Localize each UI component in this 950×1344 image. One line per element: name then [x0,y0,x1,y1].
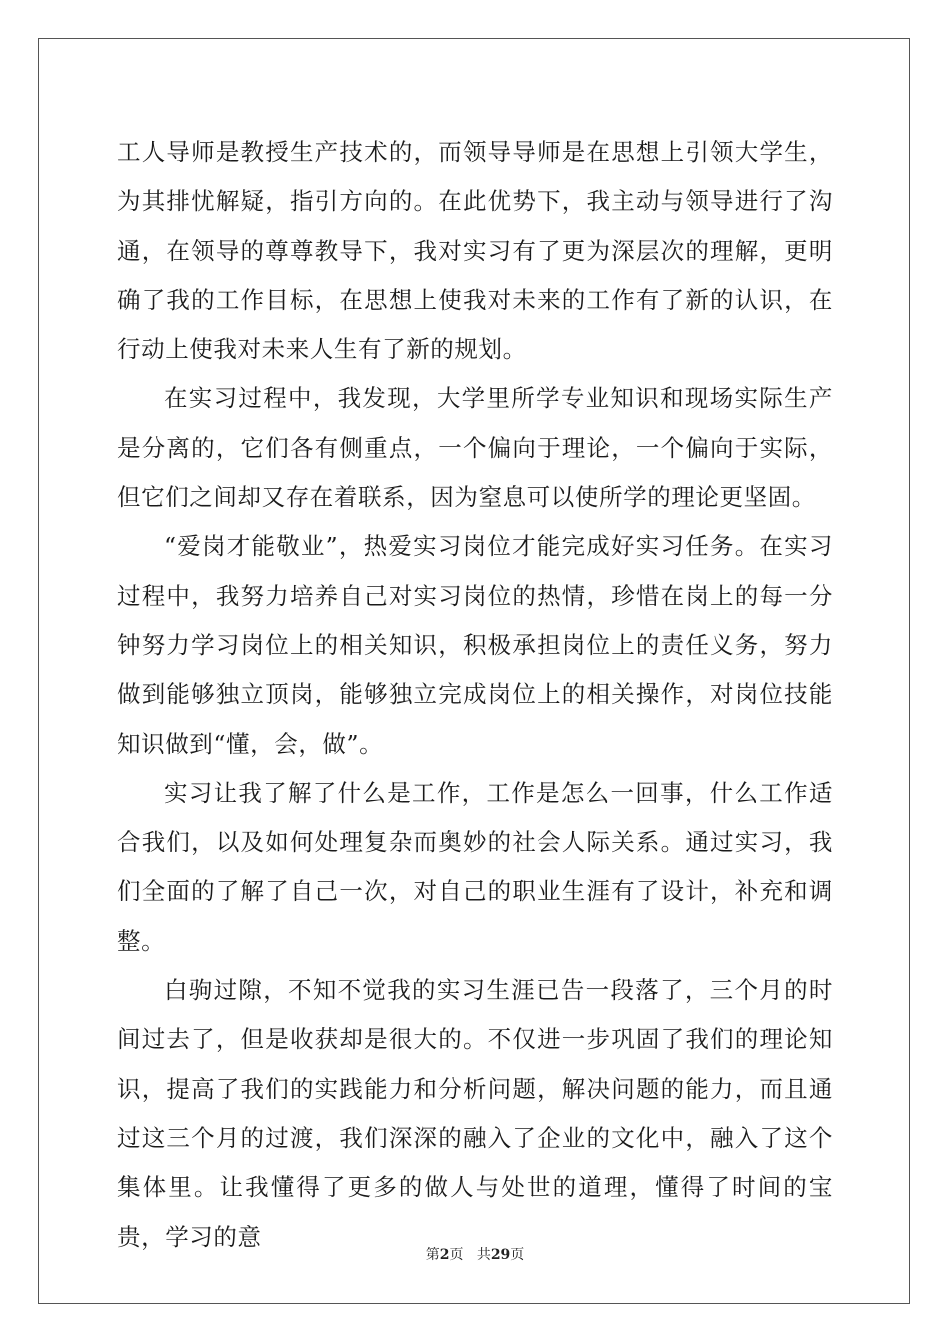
paragraph-5: 白驹过隙，不知不觉我的实习生涯已告一段落了，三个月的时间过去了，但是收获却是很大的。不仅进一步巩固了我们的理论知识，提高了我们的实践能力和分析问题，解决问题的能力，而且通过这三个月的过渡，我们深深的融入了企业的文化中，融入了这个集体里。让我懂得了更多的做人与处世的道理，懂得了时间的宝贵，学习的意 [117,976,833,1251]
footer-total-prefix: 共 [476,1247,491,1263]
footer-total-unit: 页 [510,1247,525,1263]
footer-prefix: 第 [425,1247,440,1263]
paragraph-3: “爱岗才能敬业”，热爱实习岗位才能完成好实习任务。在实习过程中，我努力培养自己对实习岗位的热情，珍惜在岗上的每一分钟努力学习岗位上的相关知识，积极承担岗位上的责任义务，努力做到能够独立顶岗，能够独立完成岗位上的相关操作，对岗位技能知识做到“懂，会，做”。 [117,532,833,758]
paragraph-2: 在实习过程中，我发现，大学里所学专业知识和现场实际生产是分离的，它们各有侧重点，一个偏向于理论，一个偏向于实际，但它们之间却又存在着联系，因为窒息可以使所学的理论更坚固。 [117,384,833,512]
paragraph-4: 实习让我了解了什么是工作，工作是怎么一回事，什么工作适合我们，以及如何处理复杂而奥妙的社会人际关系。通过实习，我们全面的了解了自己一次，对自己的职业生涯有了设计，补充和调整。 [117,778,833,955]
current-page-number: 2 [439,1247,450,1263]
footer-page-unit: 页 [449,1247,464,1263]
total-page-count: 29 [490,1247,511,1263]
page-number-footer [0,1245,950,1265]
paragraph-1: 工人导师是教授生产技术的，而领导导师是在思想上引领大学生，为其排忧解疑，指引方向的。在此优势下，我主动与领导进行了沟通，在领导的尊尊教导下，我对实习有了更为深层次的理解，更明确了我的工作目标，在思想上使我对未来的工作有了新的认识，在行动上使我对未来人生有了新的规划。 [117,138,833,364]
document-body [117,128,833,1262]
